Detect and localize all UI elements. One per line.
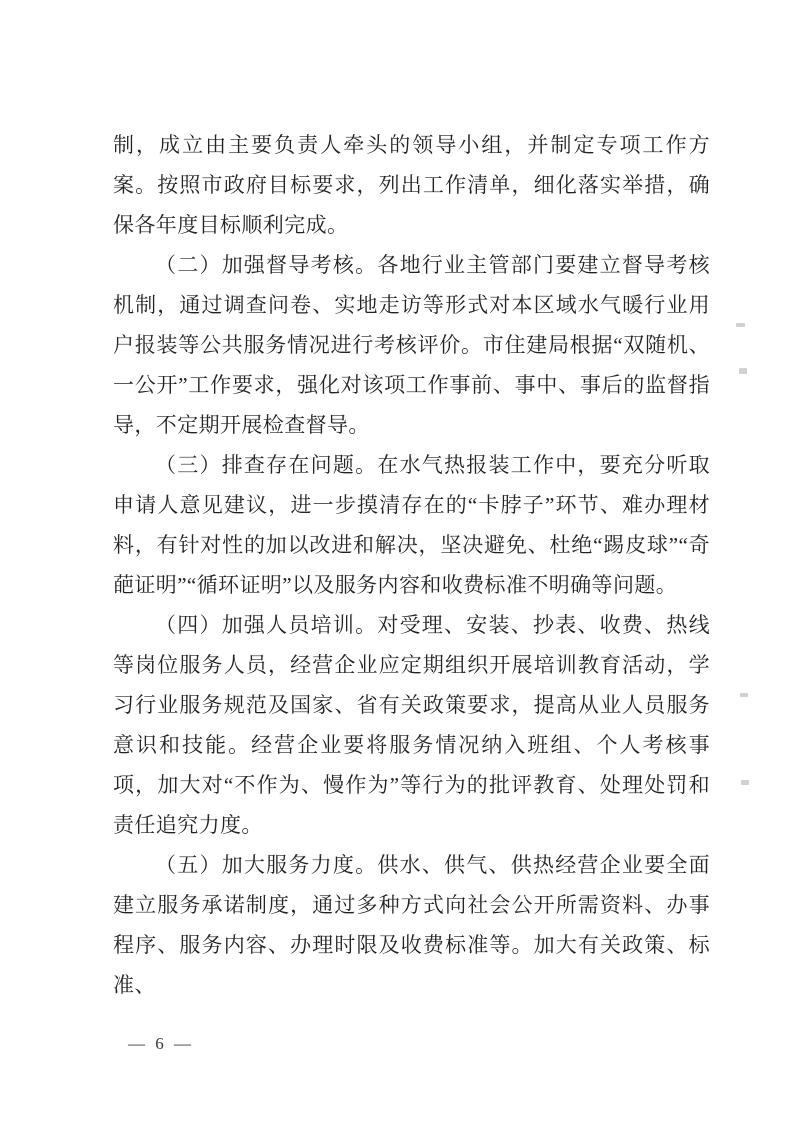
paragraph-item-3: （三）排查存在问题。在水气热报装工作中，要充分听取申请人意见建议，进一步摸清存在的“卡脖子”环节、难办理材料，有针对性的加以改进和解决，坚决避免、杜绝“踢皮球”“奇葩证明”“循环证明”以及服务内容和收费标准不明确等问题。 [113, 453, 710, 597]
scan-artifact [736, 323, 745, 327]
scan-artifact [739, 368, 747, 374]
paragraph-item-2: （二）加强督导考核。各地行业主管部门要建立督导考核机制，通过调查问卷、实地走访等形式对本区域水气暖行业用户报装等公共服务情况进行考核评价。市住建局根据“双随机、一公开”工作要求，强化对该项工作事前、事中、事后的监督指导，不定期开展检查督导。 [113, 253, 710, 437]
scan-artifact [741, 780, 749, 785]
paragraph-continuation: 制，成立由主要负责人牵头的领导小组，并制定专项工作方案。按照市政府目标要求，列出工作清单，细化落实举措，确保各年度目标顺利完成。 [113, 133, 710, 237]
paragraph-item-5: （五）加大服务力度。供水、供气、供热经营企业要全面建立服务承诺制度，通过多种方式向社会公开所需资料、办事程序、服务内容、办理时限及收费标准等。加大有关政策、标准、 [113, 853, 710, 997]
document-text-body [113, 125, 710, 1005]
scan-artifact [740, 693, 748, 697]
page-number: — 6 — [128, 1034, 194, 1053]
paragraph-item-4: （四）加强人员培训。对受理、安装、抄表、收费、热线等岗位服务人员，经营企业应定期组织开展培训教育活动，学习行业服务规范及国家、省有关政策要求，提高从业人员服务意识和技能。经营企业要将服务情况纳入班组、个人考核事项，加大对“不作为、慢作为”等行为的批评教育、处理处罚和责任追究力度。 [113, 613, 710, 837]
